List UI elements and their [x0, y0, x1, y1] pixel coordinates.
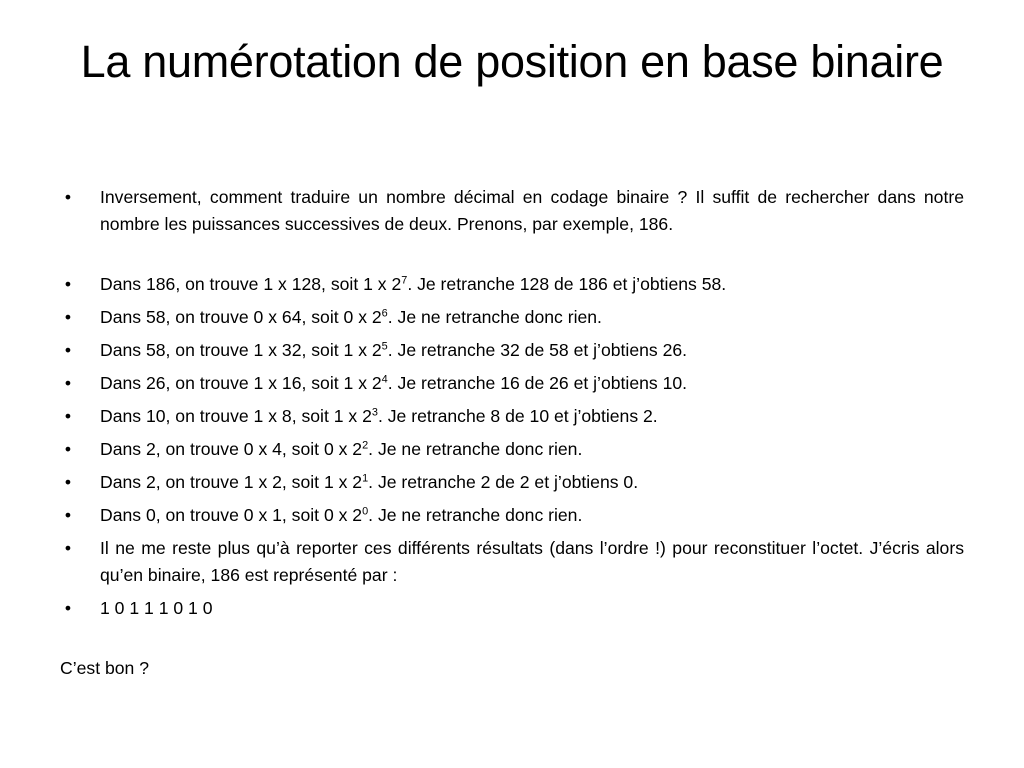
step-text: Dans 58, on trouve 0 x 64, soit 0 x 2 [100, 307, 382, 327]
bullet-icon: • [64, 406, 72, 426]
step-text: Dans 26, on trouve 1 x 16, soit 1 x 2 [100, 373, 382, 393]
step-text: Dans 58, on trouve 1 x 32, soit 1 x 2 [100, 340, 382, 360]
bullet-icon: • [64, 340, 72, 360]
bullet-step [60, 271, 964, 298]
conclusion-text: C’est bon ? [60, 658, 149, 678]
bullet-reconstruct [60, 535, 964, 589]
bullet-icon: • [64, 274, 72, 294]
bullet-icon: • [64, 373, 72, 393]
bullet-icon: • [64, 472, 72, 492]
bullet-step [60, 502, 964, 529]
steps-list [60, 271, 964, 529]
slide-body [60, 184, 964, 682]
bullet-step [60, 337, 964, 364]
bullet-icon: • [64, 505, 72, 525]
step-text: Dans 0, on trouve 0 x 1, soit 0 x 2 [100, 505, 363, 525]
step-text-after: . Je retranche 2 de 2 et j’obtiens 0. [368, 472, 639, 492]
binary-result-text: 1 0 1 1 1 0 1 0 [100, 598, 213, 618]
step-exponent: 4 [381, 373, 388, 386]
bullet-intro [60, 184, 964, 238]
bullet-icon: • [64, 439, 72, 459]
bullet-icon: • [64, 187, 72, 207]
step-text: Dans 2, on trouve 1 x 2, soit 1 x 2 [100, 472, 363, 492]
step-text-after: . Je ne retranche donc rien. [368, 505, 583, 525]
step-exponent: 6 [381, 307, 388, 320]
reconstruct-text: Il ne me reste plus qu’à reporter ces différents résultats (dans l’ordre !) pour reconstituer l’octet. J’écris alors qu’en binaire, 186 est représenté par : [100, 538, 964, 585]
step-text: Dans 2, on trouve 0 x 4, soit 0 x 2 [100, 439, 363, 459]
intro-text: Inversement, comment traduire un nombre décimal en codage binaire ? Il suffit de rechercher dans notre nombre les puissances successives de deux. Prenons, par exemple, 186. [100, 187, 964, 234]
step-exponent: 2 [362, 439, 369, 452]
bullet-step [60, 370, 964, 397]
step-text-after: . Je retranche 8 de 10 et j’obtiens 2. [377, 406, 658, 426]
bullet-icon: • [64, 598, 72, 618]
step-text-after: . Je retranche 16 de 26 et j’obtiens 10. [387, 373, 688, 393]
step-text-after: . Je ne retranche donc rien. [368, 439, 583, 459]
step-text-after: . Je retranche 32 de 58 et j’obtiens 26. [387, 340, 688, 360]
bullet-step [60, 469, 964, 496]
bullet-step [60, 403, 964, 430]
step-exponent: 5 [381, 340, 388, 353]
bullet-step [60, 436, 964, 463]
bullet-icon: • [64, 538, 72, 558]
step-text-after: . Je ne retranche donc rien. [387, 307, 602, 327]
bullet-step [60, 304, 964, 331]
bullet-binary-result [60, 595, 964, 622]
step-exponent: 3 [371, 406, 378, 419]
step-text-after: . Je retranche 128 de 186 et j’obtiens 58. [407, 274, 727, 294]
slide-title: La numérotation de position en base binaire [80, 36, 944, 87]
step-text: Dans 10, on trouve 1 x 8, soit 1 x 2 [100, 406, 372, 426]
bullet-icon: • [64, 307, 72, 327]
step-exponent: 1 [362, 472, 369, 485]
step-exponent: 7 [401, 274, 408, 287]
step-exponent: 0 [362, 505, 369, 518]
step-text: Dans 186, on trouve 1 x 128, soit 1 x 2 [100, 274, 402, 294]
